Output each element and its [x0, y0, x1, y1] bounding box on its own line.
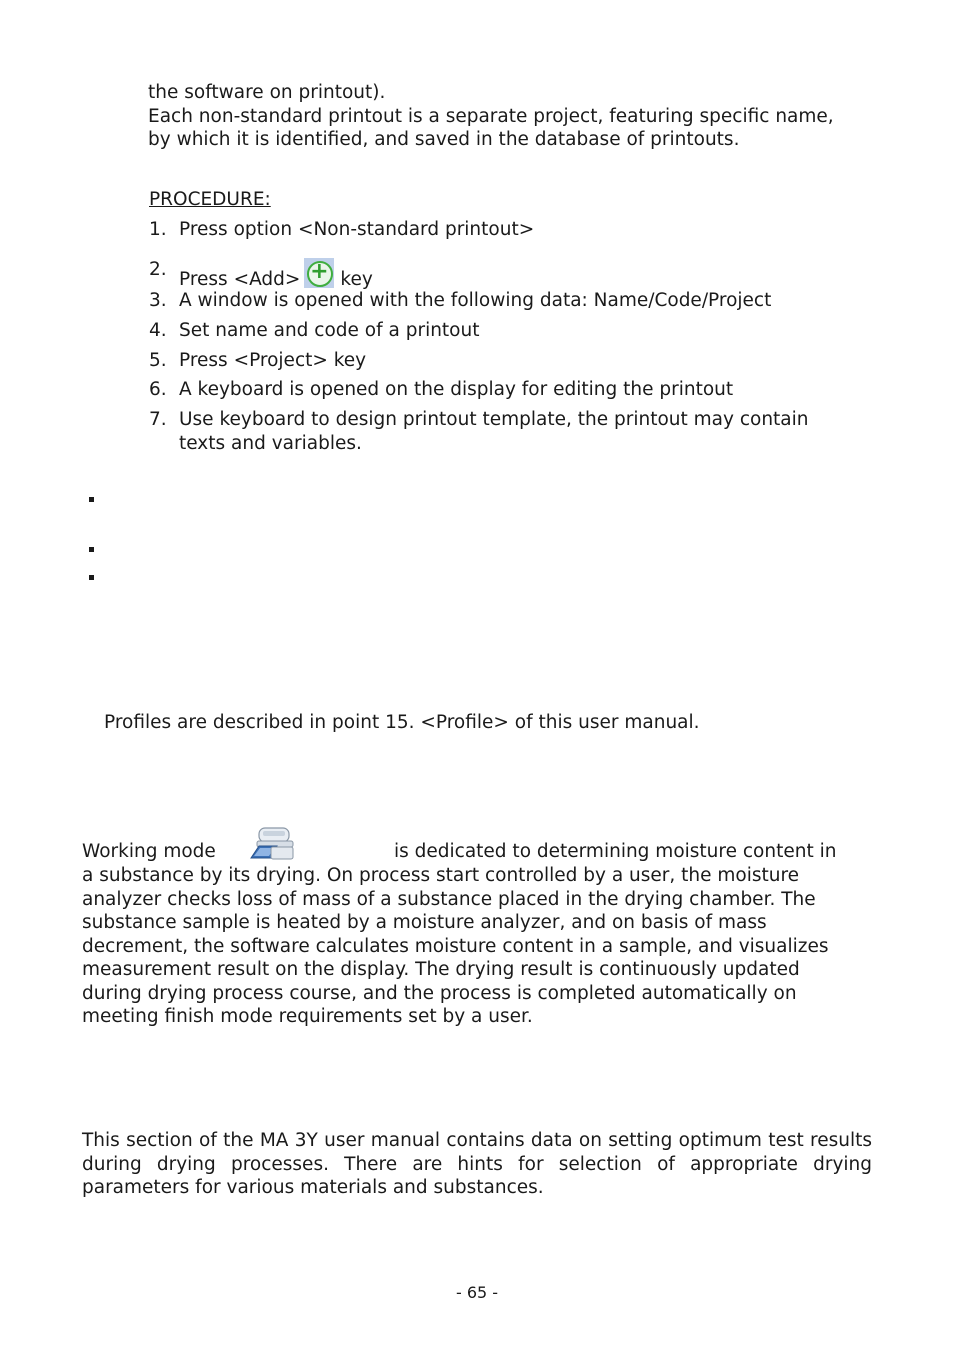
procedure-heading: PROCEDURE: [149, 189, 271, 210]
procedure-step-7 [149, 408, 839, 455]
step-text: A window is opened with the following data: Name/Code/Project [179, 290, 772, 311]
procedure-step-6 [149, 378, 849, 402]
procedure-step-5 [149, 349, 849, 373]
step-number: 3. [149, 290, 167, 311]
profiles-note: Profiles are described in point 15. <Profile> of this user manual. [104, 712, 700, 733]
intro-paragraph [148, 81, 888, 152]
intro-line: by which it is identified, and saved in the database of printouts. [148, 129, 740, 150]
working-mode-label: Working mode [82, 841, 216, 862]
intro-line: Each non-standard printout is a separate project, featuring specific name, [148, 105, 834, 127]
step-number: 7. [149, 409, 167, 430]
paragraph-line: measurement result on the display. The drying result is continuously updated [82, 959, 800, 980]
working-mode-first-line: is dedicated to determining moisture content in [394, 841, 837, 862]
step-number: 1. [149, 219, 167, 240]
working-mode-paragraph [82, 864, 872, 1029]
step-text: Press <Project> key [179, 350, 367, 371]
paragraph-line: a substance by its drying. On process start controlled by a user, the moisture [82, 865, 800, 886]
bullet-marker [89, 547, 94, 552]
step-number: 4. [149, 320, 167, 341]
step-text: Press option <Non-standard printout> [179, 219, 535, 240]
paragraph-line: during drying process course, and the process is completed automatically on [82, 982, 797, 1004]
intro-line: the software on printout). [148, 82, 386, 103]
procedure-step-3 [149, 289, 849, 313]
procedure-step-4 [149, 319, 849, 343]
page-number: - 65 - [455, 1283, 499, 1302]
section-paragraph: This section of the MA 3Y user manual contains data on setting optimum test results during drying processes. There are hints for selection of appropriate drying parameters for various materials and substances. [82, 1130, 872, 1198]
step-number: 2. [149, 259, 167, 280]
add-icon [304, 258, 334, 288]
step-number: 6. [149, 379, 167, 400]
step-text: Use keyboard to design printout template, the printout may contain texts and variables. [179, 409, 809, 454]
paragraph-line: decrement, the software calculates moisture content in a sample, and visualizes [82, 935, 829, 957]
step-number: 5. [149, 350, 167, 371]
paragraph-line: analyzer checks loss of mass of a substance placed in the drying chamber. The [82, 888, 816, 910]
step-text: A keyboard is opened on the display for editing the printout [179, 379, 734, 400]
moisture-analyzer-icon [249, 826, 295, 862]
bullet-marker [89, 497, 94, 502]
procedure-step-2 [149, 258, 849, 292]
step-text: key [340, 269, 373, 290]
bullet-marker [89, 575, 94, 580]
step-text: Set name and code of a printout [179, 320, 480, 341]
paragraph-line: substance sample is heated by a moisture analyzer, and on basis of mass [82, 912, 767, 933]
procedure-step-1 [149, 218, 849, 242]
step-text: Press <Add> [179, 269, 301, 290]
paragraph-line: meeting finish mode requirements set by a user. [82, 1006, 533, 1027]
